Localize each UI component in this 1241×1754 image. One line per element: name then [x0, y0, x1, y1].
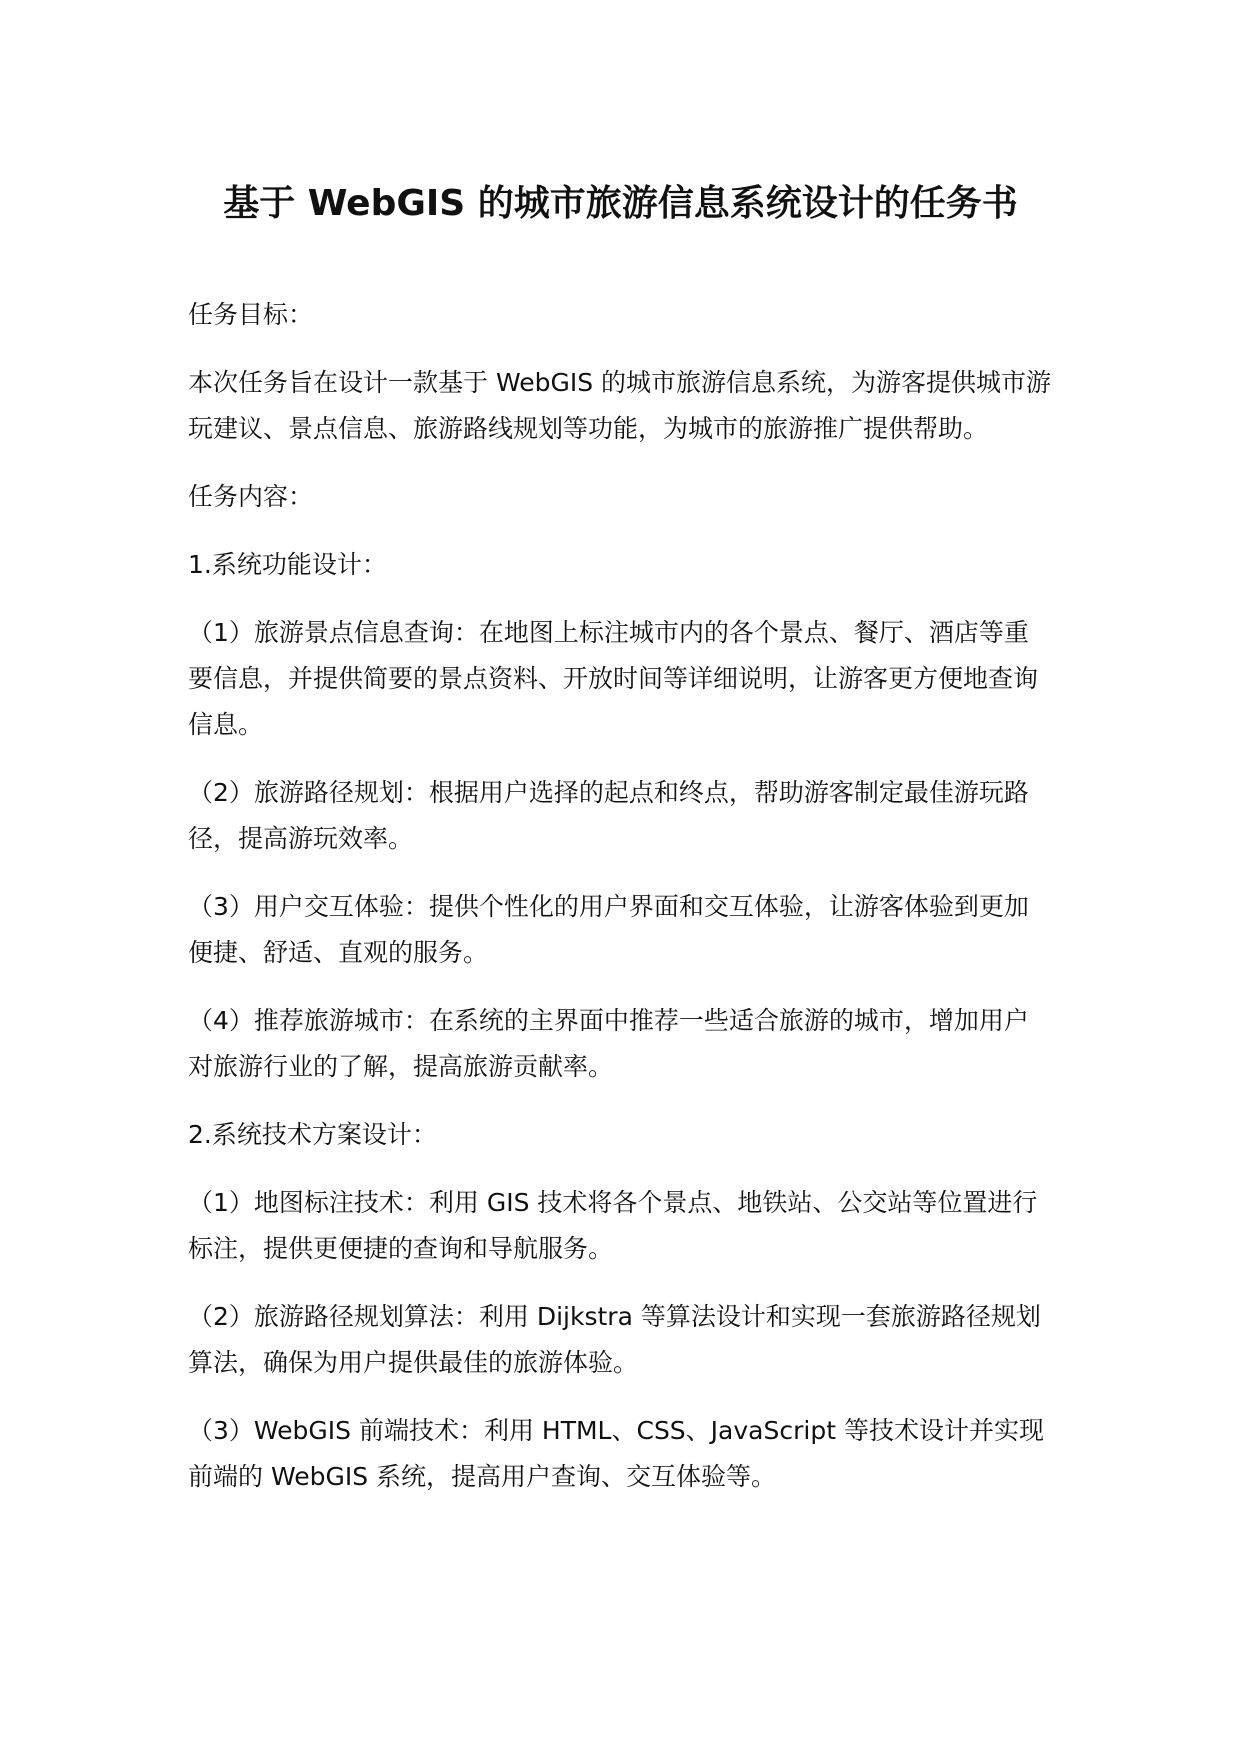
- technical-item-3: （3）WebGIS 前端技术：利用 HTML、CSS、JavaScript 等技术设计并实现前端的 WebGIS 系统，提高用户查询、交互体验等。: [188, 1416, 1044, 1491]
- document-title: 基于 WebGIS 的城市旅游信息系统设计的任务书: [223, 183, 1018, 224]
- technical-item-1: （1）地图标注技术：利用 GIS 技术将各个景点、地铁站、公交站等位置进行标注，提供更便捷的查询和导航服务。: [188, 1188, 1038, 1263]
- section-heading-content: 任务内容：: [188, 482, 314, 511]
- technical-item-2: （2）旅游路径规划算法：利用 Dijkstra 等算法设计和实现一套旅游路径规划算法，确保为用户提供最佳的旅游体验。: [188, 1302, 1041, 1377]
- document-body: [188, 292, 1053, 1522]
- function-item-1: （1）旅游景点信息查询：在地图上标注城市内的各个景点、餐厅、酒店等重要信息，并提供简要的景点资料、开放时间等详细说明，让游客更方便地查询信息。: [188, 618, 1039, 739]
- subsection-technical-design: 2.系统技术方案设计：: [188, 1120, 437, 1149]
- function-item-3: （3）用户交互体验：提供个性化的用户界面和交互体验，让游客体验到更加便捷、舒适、直观的服务。: [188, 892, 1029, 967]
- goal-paragraph: 本次任务旨在设计一款基于 WebGIS 的城市旅游信息系统，为游客提供城市游玩建议、景点信息、旅游路线规划等功能，为城市的旅游推广提供帮助。: [188, 368, 1052, 443]
- function-item-2: （2）旅游路径规划：根据用户选择的起点和终点，帮助游客制定最佳游玩路径，提高游玩效率。: [188, 778, 1029, 853]
- function-item-4: （4）推荐旅游城市：在系统的主界面中推荐一些适合旅游的城市，增加用户对旅游行业的了解，提高旅游贡献率。: [188, 1006, 1029, 1081]
- subsection-function-design: 1.系统功能设计：: [188, 550, 387, 579]
- section-heading-goal: 任务目标：: [188, 300, 314, 329]
